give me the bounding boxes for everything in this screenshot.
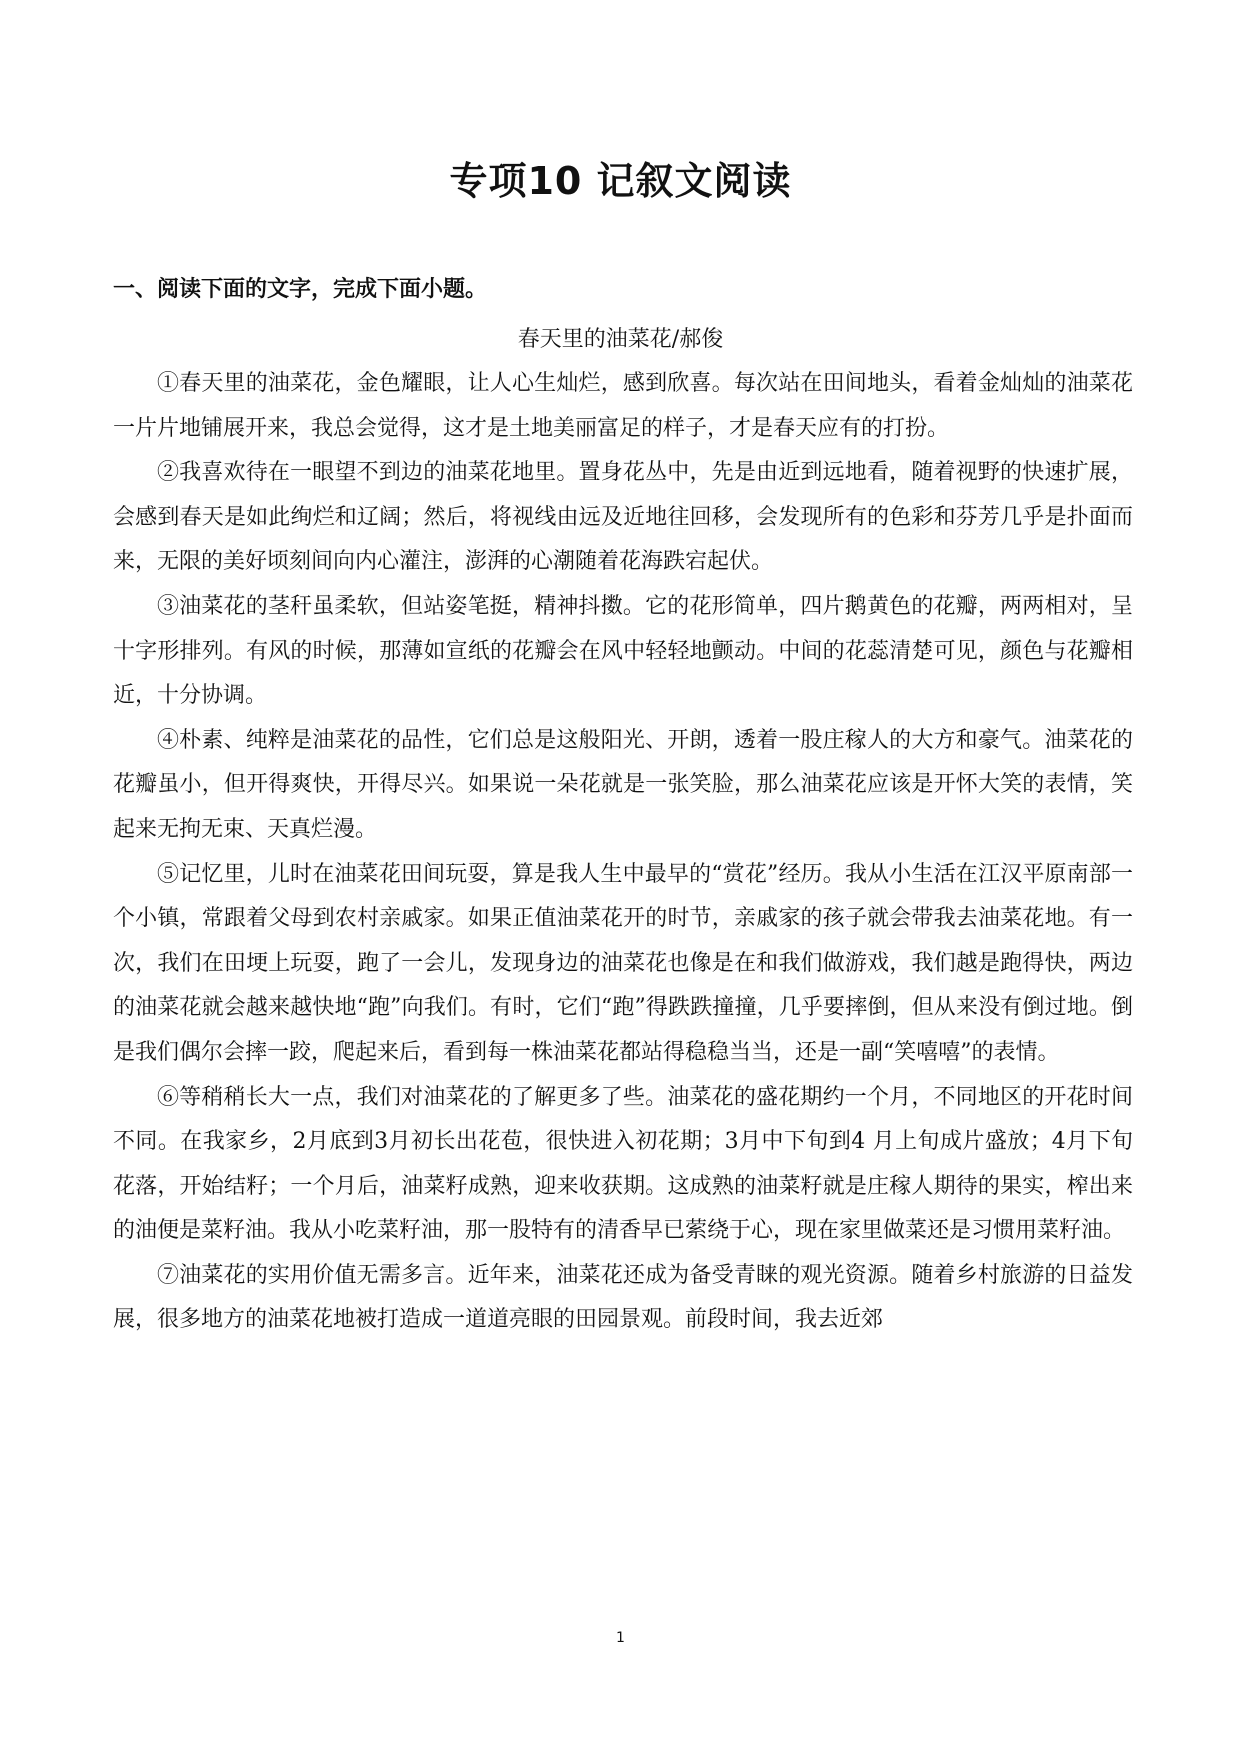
paragraph-5: ⑤记忆里，儿时在油菜花田间玩耍，算是我人生中最早的“赏花”经历。我从小生活在江汉平原南部一个小镇，常跟着父母到农村亲戚家。如果正值油菜花开的时节，亲戚家的孩子就会带我去油菜花地。有一次，我们在田埂上玩耍，跑了一会儿，发现身边的油菜花也像是在和我们做游戏，我们越是跑得快，两边的油菜花就会越来越快地“跑”向我们。有时，它们“跑”得跌跌撞撞，几乎要摔倒，但从来没有倒过地。倒是我们偶尔会摔一跤，爬起来后，看到每一株油菜花都站得稳稳当当，还是一副“笑嘻嘻”的表情。 (113, 861, 1133, 1065)
paragraph-3: ③油菜花的茎秆虽柔软，但站姿笔挺，精神抖擞。它的花形简单，四片鹅黄色的花瓣，两两相对，呈十字形排列。有风的时候，那薄如宣纸的花瓣会在风中轻轻地颤动。中间的花蕊清楚可见，颜色与花瓣相近，十分协调。 (113, 593, 1133, 709)
section-heading: 一、阅读下面的文字，完成下面小题。 (113, 277, 488, 302)
article-title: 春天里的油菜花/郝俊 (517, 327, 724, 352)
paragraph-2: ②我喜欢待在一眼望不到边的油菜花地里。置身花丛中，先是由近到远地看，随着视野的快速扩展，会感到春天是如此绚烂和辽阔；然后，将视线由远及近地往回移，会发现所有的色彩和芬芳几乎是扑面而来，无限的美好顷刻间向内心灌注，澎湃的心潮随着花海跌宕起伏。 (113, 460, 1133, 575)
document-title: 专项10 记叙文阅读 (449, 159, 792, 203)
paragraph-1: ①春天里的油菜花，金色耀眼，让人心生灿烂，感到欣喜。每次站在田间地头，看着金灿灿的油菜花一片片地铺展开来，我总会觉得，这才是土地美丽富足的样子，才是春天应有的打扮。 (113, 371, 1133, 441)
article-body (113, 362, 1133, 1343)
page-number: 1 (616, 1630, 625, 1646)
paragraph-7: ⑦油菜花的实用价值无需多言。近年来，油菜花还成为备受青睐的观光资源。随着乡村旅游的日益发展，很多地方的油菜花地被打造成一道道亮眼的田园景观。前段时间，我去近郊 (113, 1262, 1133, 1333)
paragraph-6: ⑥等稍稍长大一点，我们对油菜花的了解更多了些。油菜花的盛花期约一个月，不同地区的开花时间不同。在我家乡，2月底到3月初长出花苞，很快进入初花期；3月中下旬到4 月上旬成片盛放；4月下旬花落，开始结籽；一个月后，油菜籽成熟，迎来收获期。这成熟的油菜籽就是庄稼人期待的果实，榨出来的油便是菜籽油。我从小吃菜籽油，那一股特有的清香早已萦绕于心，现在家里做菜还是习惯用菜籽油。 (113, 1084, 1133, 1244)
paragraph-4: ④朴素、纯粹是油菜花的品性，它们总是这般阳光、开朗，透着一股庄稼人的大方和豪气。油菜花的花瓣虽小，但开得爽快，开得尽兴。如果说一朵花就是一张笑脸，那么油菜花应该是开怀大笑的表情，笑起来无拘无束、天真烂漫。 (113, 727, 1133, 842)
